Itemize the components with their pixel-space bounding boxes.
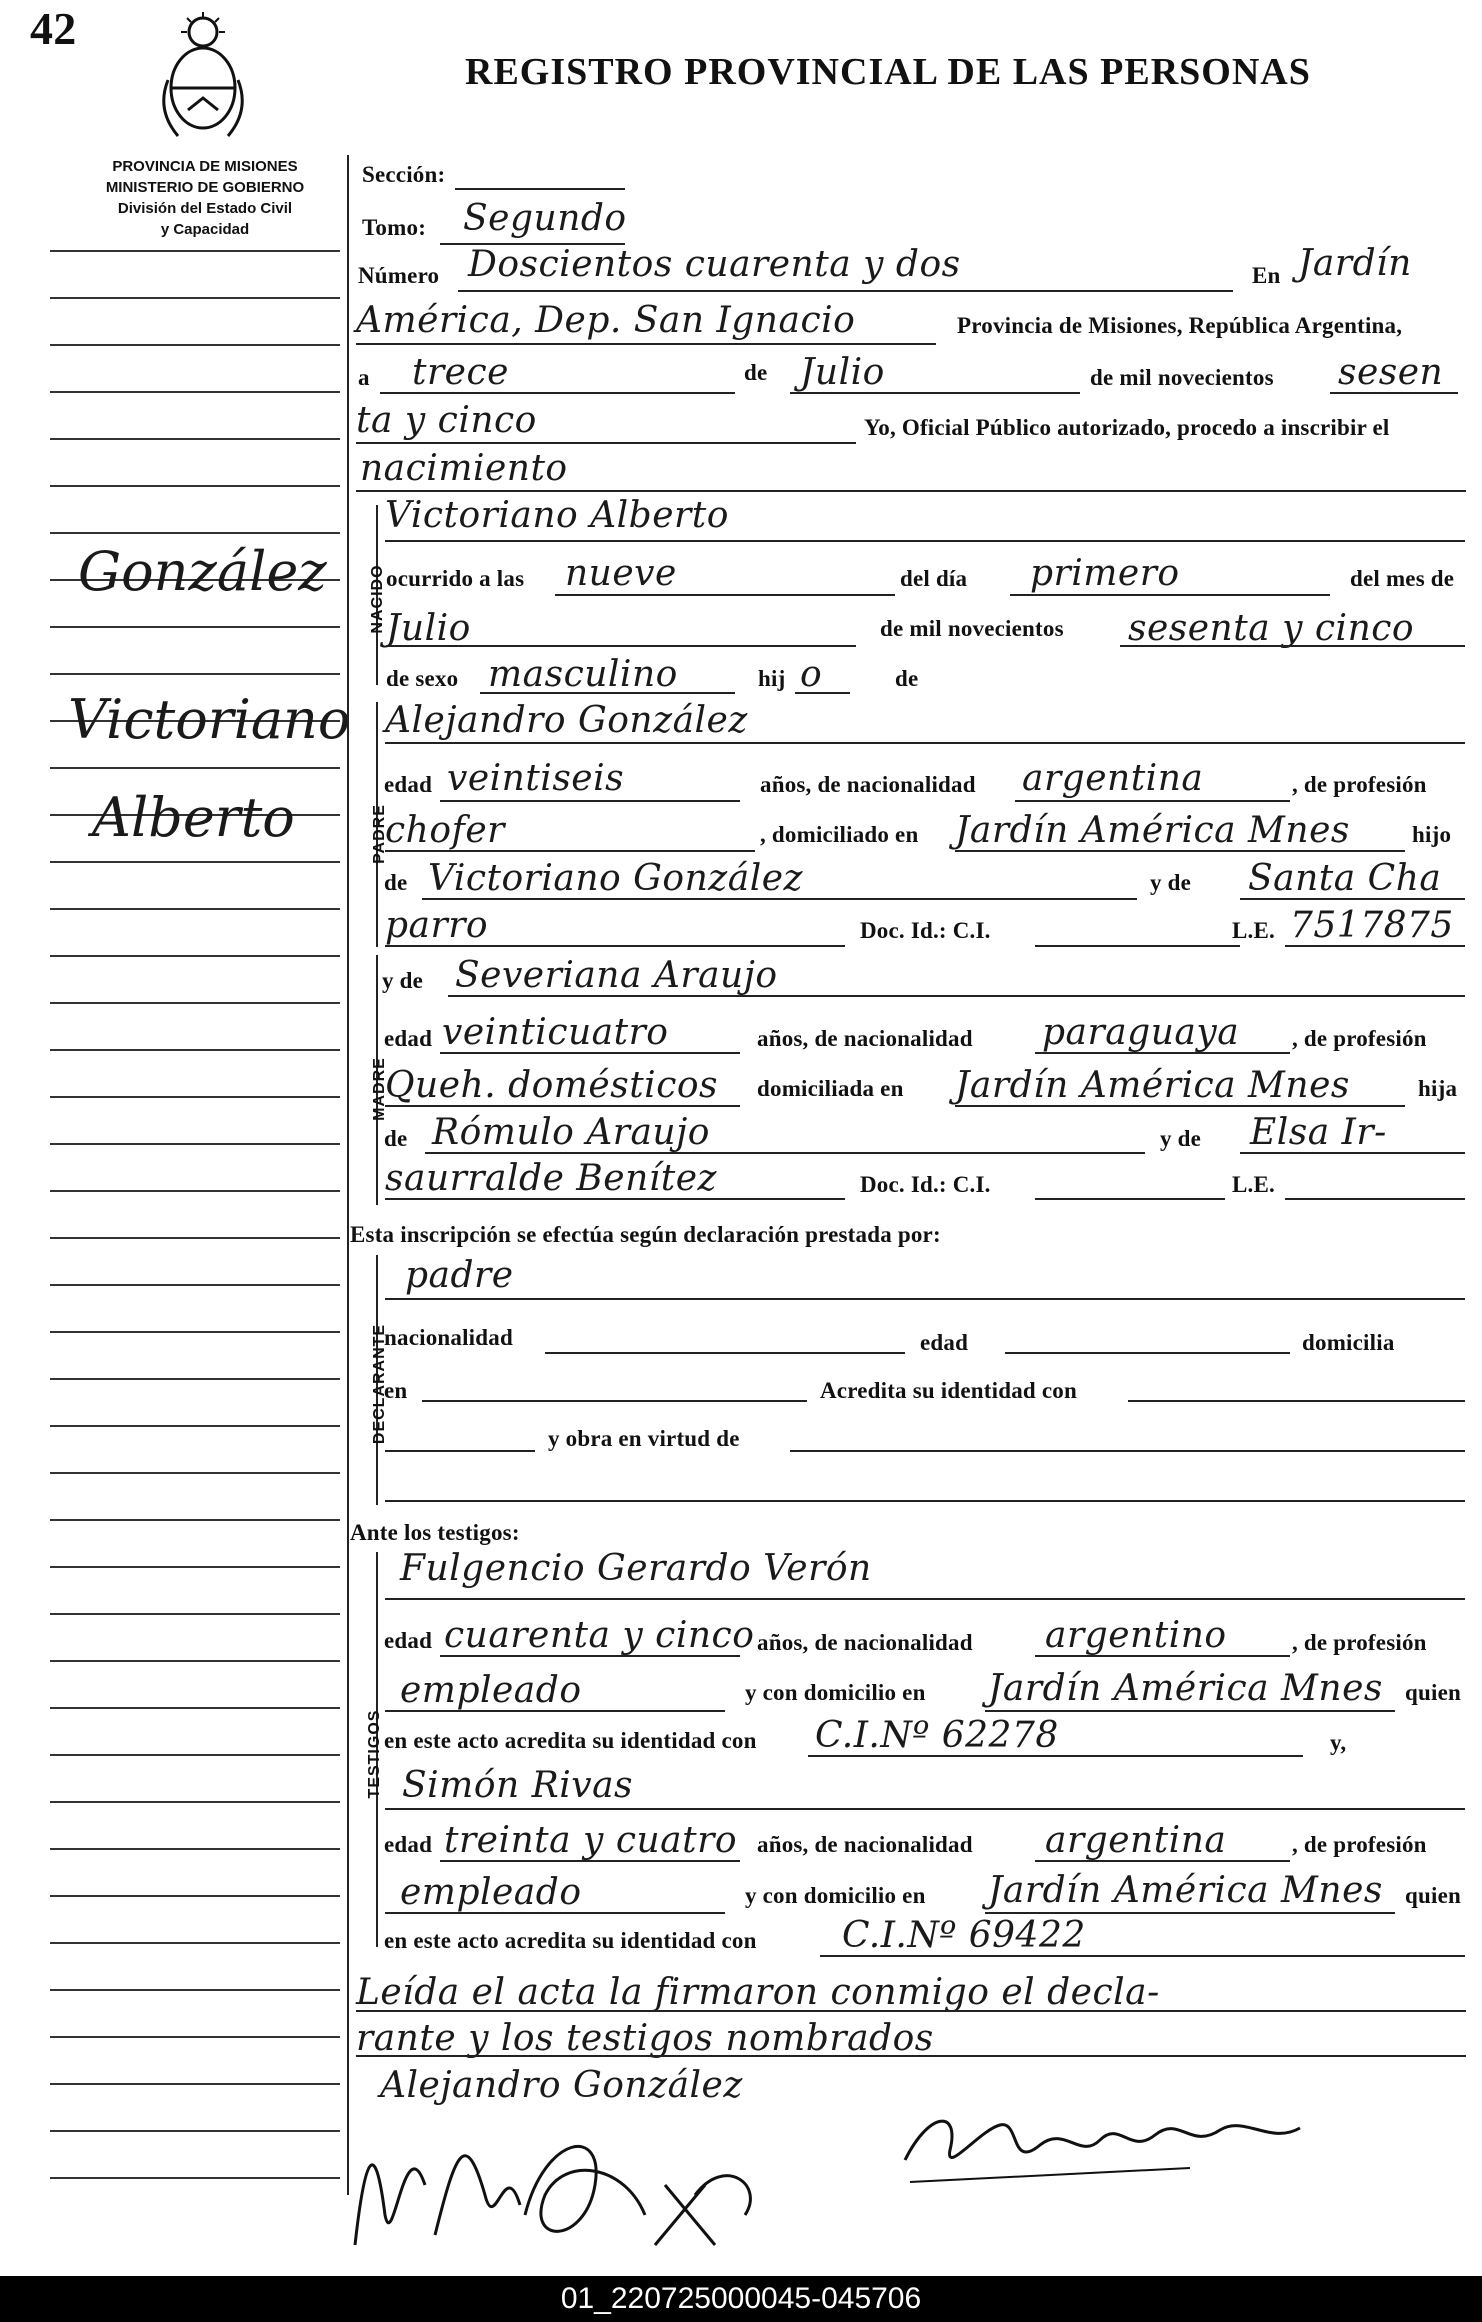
margin-rule	[50, 1425, 340, 1427]
testigo2-nac-value: argentina	[1045, 1820, 1227, 1861]
testigos-section-label: TESTIGOS	[366, 1709, 383, 1799]
margin-rule	[50, 1378, 340, 1380]
testigo1-edad-value: cuarenta y cinco	[444, 1615, 755, 1656]
testigo1-nac-label: años, de nacionalidad	[757, 1630, 973, 1655]
closing-line-2: rante y los testigos nombrados	[356, 2018, 934, 2059]
tomo-value: Segundo	[463, 198, 627, 239]
fecha-a-label: a	[358, 365, 370, 390]
main-left-border	[347, 155, 349, 2195]
madre-dom-value: Jardín América Mnes	[955, 1065, 1350, 1106]
fecha-dia-value: trece	[412, 352, 509, 393]
padre-hijo-label: hijo	[1412, 822, 1452, 847]
margin-rule	[50, 1989, 340, 1991]
padre-prof-value: chofer	[385, 810, 505, 851]
declarante-obra-label: y obra en virtud de	[548, 1426, 740, 1451]
declarante-section-label: DECLARANTE	[371, 1323, 388, 1445]
dia-value: primero	[1030, 553, 1180, 594]
tomo-label: Tomo:	[362, 215, 427, 240]
margin-rule	[50, 485, 340, 487]
padre-nombre: Alejandro González	[385, 700, 748, 741]
margin-rule	[50, 1848, 340, 1850]
nacido-section-label: NACIDO	[369, 564, 386, 634]
nacido-nombre: Victoriano Alberto	[385, 495, 729, 536]
testigo1-prof-label: , de profesión	[1292, 1630, 1427, 1655]
madre-section-label: MADRE	[371, 1057, 388, 1121]
testigo1-doc-value: C.I.Nº 62278	[815, 1715, 1059, 1756]
madre-dom-label: domiciliada en	[757, 1076, 904, 1101]
margin-rule	[50, 1660, 340, 1662]
madre-nac-value: paraguaya	[1042, 1012, 1240, 1053]
padre-edad-label: edad	[384, 772, 433, 797]
numero-label: Número	[358, 263, 440, 288]
padre-dom-value: Jardín América Mnes	[955, 810, 1350, 851]
margin-rule	[50, 1096, 340, 1098]
en-label: En	[1252, 263, 1281, 288]
testigo1-nac-value: argentino	[1045, 1615, 1227, 1656]
hora-value: nueve	[565, 553, 677, 594]
testigo2-doc-value: C.I.Nº 69422	[842, 1915, 1086, 1956]
testigo1-acredita-label: en este acto acredita su identidad con	[384, 1728, 757, 1753]
hijo-value: o	[800, 654, 823, 695]
closing-line-1: Leída el acta la firmaron conmigo el decla-	[356, 1972, 1160, 2013]
margin-name-first: Victoriano	[68, 688, 351, 751]
padre-de-label: de	[384, 870, 408, 895]
sexo-label: de sexo	[386, 666, 459, 691]
margin-rule	[50, 391, 340, 393]
madre-nac-label: años, de nacionalidad	[757, 1026, 973, 1051]
margin-rule	[50, 1049, 340, 1051]
margin-rule	[50, 2177, 340, 2179]
lugar-value-2: América, Dep. San Ignacio	[356, 300, 856, 341]
fecha-de-label: de	[744, 360, 768, 385]
organisation-block	[60, 156, 350, 240]
margin-rule	[50, 1942, 340, 1944]
org-line: y Capacidad	[160, 221, 250, 238]
lugar-value-1: Jardín	[1298, 243, 1412, 284]
madre-y-de-label: y de	[382, 968, 424, 993]
testigo1-edad-label: edad	[384, 1628, 433, 1653]
margin-rule	[50, 908, 340, 910]
sexo-value: masculino	[488, 654, 678, 695]
margin-rule	[50, 861, 340, 863]
margin-rule	[50, 1895, 340, 1897]
declarante-acredita-label: Acredita su identidad con	[820, 1378, 1077, 1403]
testigo2-nac-label: años, de nacionalidad	[757, 1832, 973, 1857]
official-signature-icon	[890, 2090, 1320, 2200]
padre-doc-label: Doc. Id.: C.I.	[860, 918, 991, 943]
margin-name-second: Alberto	[92, 786, 295, 849]
margin-rule	[50, 1143, 340, 1145]
testigos-intro: Ante los testigos:	[350, 1520, 520, 1545]
fecha-anio-label: de mil novecientos	[1090, 365, 1274, 390]
margin-rule	[50, 1566, 340, 1568]
padre-prof-label: , de profesión	[1292, 772, 1427, 797]
madre-de-label: de	[384, 1126, 408, 1151]
closing-line-3: Alejandro González	[380, 2065, 743, 2106]
margin-rule	[50, 1331, 340, 1333]
padre-le-value: 7517875	[1290, 905, 1454, 946]
declarante-intro: Esta inscripción se efectúa según declaración prestada por:	[350, 1222, 941, 1247]
declarante-value: padre	[405, 1255, 514, 1296]
fecha-anio-value-1: sesen	[1338, 352, 1444, 393]
margin-rule	[50, 1801, 340, 1803]
declarante-nac-label: nacionalidad	[384, 1325, 513, 1350]
margin-rule	[50, 1190, 340, 1192]
ocurrido-label: ocurrido a las	[386, 566, 525, 591]
padre-section-label: PADRE	[371, 804, 388, 864]
declarante-en-label: en	[384, 1378, 408, 1403]
oficial-text: Yo, Oficial Público autorizado, procedo a inscribir el	[864, 415, 1390, 440]
testigo2-edad-label: edad	[384, 1832, 433, 1857]
padre-padre-de: Victoriano González	[428, 858, 804, 899]
declarante-edad-label: edad	[920, 1330, 969, 1355]
declarante-dom-label: domicilia	[1302, 1330, 1395, 1355]
margin-rule	[50, 1519, 340, 1521]
madre-nombre: Severiana Araujo	[455, 955, 778, 996]
org-line: PROVINCIA DE MISIONES	[112, 158, 298, 175]
nacido-de-label: de	[895, 666, 919, 691]
padre-le-label: L.E.	[1232, 918, 1275, 943]
margin-surname: González	[78, 540, 327, 603]
madre-padre-de: Rómulo Araujo	[432, 1112, 710, 1153]
margin-rule	[50, 1002, 340, 1004]
mes-value: Julio	[386, 608, 471, 649]
margin-rule	[50, 2130, 340, 2132]
numero-value: Doscientos cuarenta y dos	[468, 244, 961, 285]
madre-le-label: L.E.	[1232, 1172, 1275, 1197]
padre-madre-de-1: Santa Cha	[1248, 858, 1442, 899]
testigo2-prof-label: , de profesión	[1292, 1832, 1427, 1857]
seccion-label: Sección:	[362, 162, 446, 187]
document-title: REGISTRO PROVINCIAL DE LAS PERSONAS	[465, 51, 1311, 93]
dia-label: del día	[900, 566, 968, 591]
margin-rule	[50, 626, 340, 628]
madre-prof-label: , de profesión	[1292, 1026, 1427, 1051]
padre-nac-value: argentina	[1022, 758, 1204, 799]
margin-rule	[50, 1754, 340, 1756]
margin-rule	[50, 1472, 340, 1474]
fecha-mes-value: Julio	[800, 352, 885, 393]
margin-rule	[50, 532, 340, 534]
margin-rule	[50, 673, 340, 675]
fecha-anio-value-2: ta y cinco	[356, 400, 537, 441]
margin-rule	[50, 250, 340, 252]
provincia-text: Provincia de Misiones, República Argentina,	[957, 313, 1403, 338]
margin-rule	[50, 297, 340, 299]
testigo2-dom-label: y con domicilio en	[745, 1883, 926, 1908]
acto-value: nacimiento	[360, 448, 568, 489]
margin-rule	[50, 438, 340, 440]
margin-rule	[50, 1613, 340, 1615]
madre-madre-de-2: saurralde Benítez	[385, 1158, 718, 1199]
testigo2-edad-value: treinta y cuatro	[444, 1820, 737, 1861]
margin-rule	[50, 955, 340, 957]
mes-label: del mes de	[1350, 566, 1455, 591]
madre-y-de-label-2: y de	[1160, 1126, 1202, 1151]
hijo-label: hij	[758, 666, 786, 691]
page-number: 42	[30, 3, 77, 54]
margin-rule	[50, 344, 340, 346]
org-line: División del Estado Civil	[117, 200, 293, 217]
margin-rule	[50, 1237, 340, 1239]
padre-nac-label: años, de nacionalidad	[760, 772, 976, 797]
witness-signatures-icon	[345, 2095, 865, 2260]
testigo1-dom-value: Jardín América Mnes	[988, 1668, 1383, 1709]
testigo1-prof-value: empleado	[400, 1670, 582, 1711]
testigo2-acredita-label: en este acto acredita su identidad con	[384, 1928, 757, 1953]
padre-edad-value: veintiseis	[447, 758, 625, 799]
madre-doc-label: Doc. Id.: C.I.	[860, 1172, 991, 1197]
madre-prof-value: Queh. domésticos	[385, 1065, 719, 1106]
testigo2-dom-value: Jardín América Mnes	[988, 1870, 1383, 1911]
testigo2-quien-label: quien	[1405, 1883, 1461, 1908]
coat-of-arms-icon	[148, 10, 258, 148]
testigo1-dom-label: y con domicilio en	[745, 1680, 926, 1705]
testigo1-quien-label: quien	[1405, 1680, 1461, 1705]
testigo1-y-label: y,	[1330, 1730, 1347, 1755]
padre-dom-label: , domiciliado en	[760, 822, 919, 847]
madre-hija-label: hija	[1418, 1076, 1458, 1101]
margin-rule	[50, 1707, 340, 1709]
madre-edad-label: edad	[384, 1026, 433, 1051]
testigo2-prof-value: empleado	[400, 1872, 582, 1913]
margin-rule	[50, 2036, 340, 2038]
padre-madre-de-2: parro	[385, 905, 489, 946]
padre-y-de-label: y de	[1150, 870, 1192, 895]
anio-label: de mil novecientos	[880, 616, 1064, 641]
madre-madre-de-1: Elsa Ir-	[1250, 1112, 1387, 1153]
anio-value: sesenta y cinco	[1128, 608, 1415, 649]
testigo1-nombre: Fulgencio Gerardo Verón	[400, 1548, 872, 1589]
org-line: MINISTERIO DE GOBIERNO	[105, 179, 305, 196]
margin-rule	[50, 2083, 340, 2085]
footer-identifier: 01_220725000045-045706	[0, 2276, 1482, 2322]
margin-rule	[50, 1284, 340, 1286]
margin-rule	[50, 767, 340, 769]
madre-edad-value: veinticuatro	[442, 1012, 669, 1053]
testigo2-nombre: Simón Rivas	[402, 1765, 634, 1806]
